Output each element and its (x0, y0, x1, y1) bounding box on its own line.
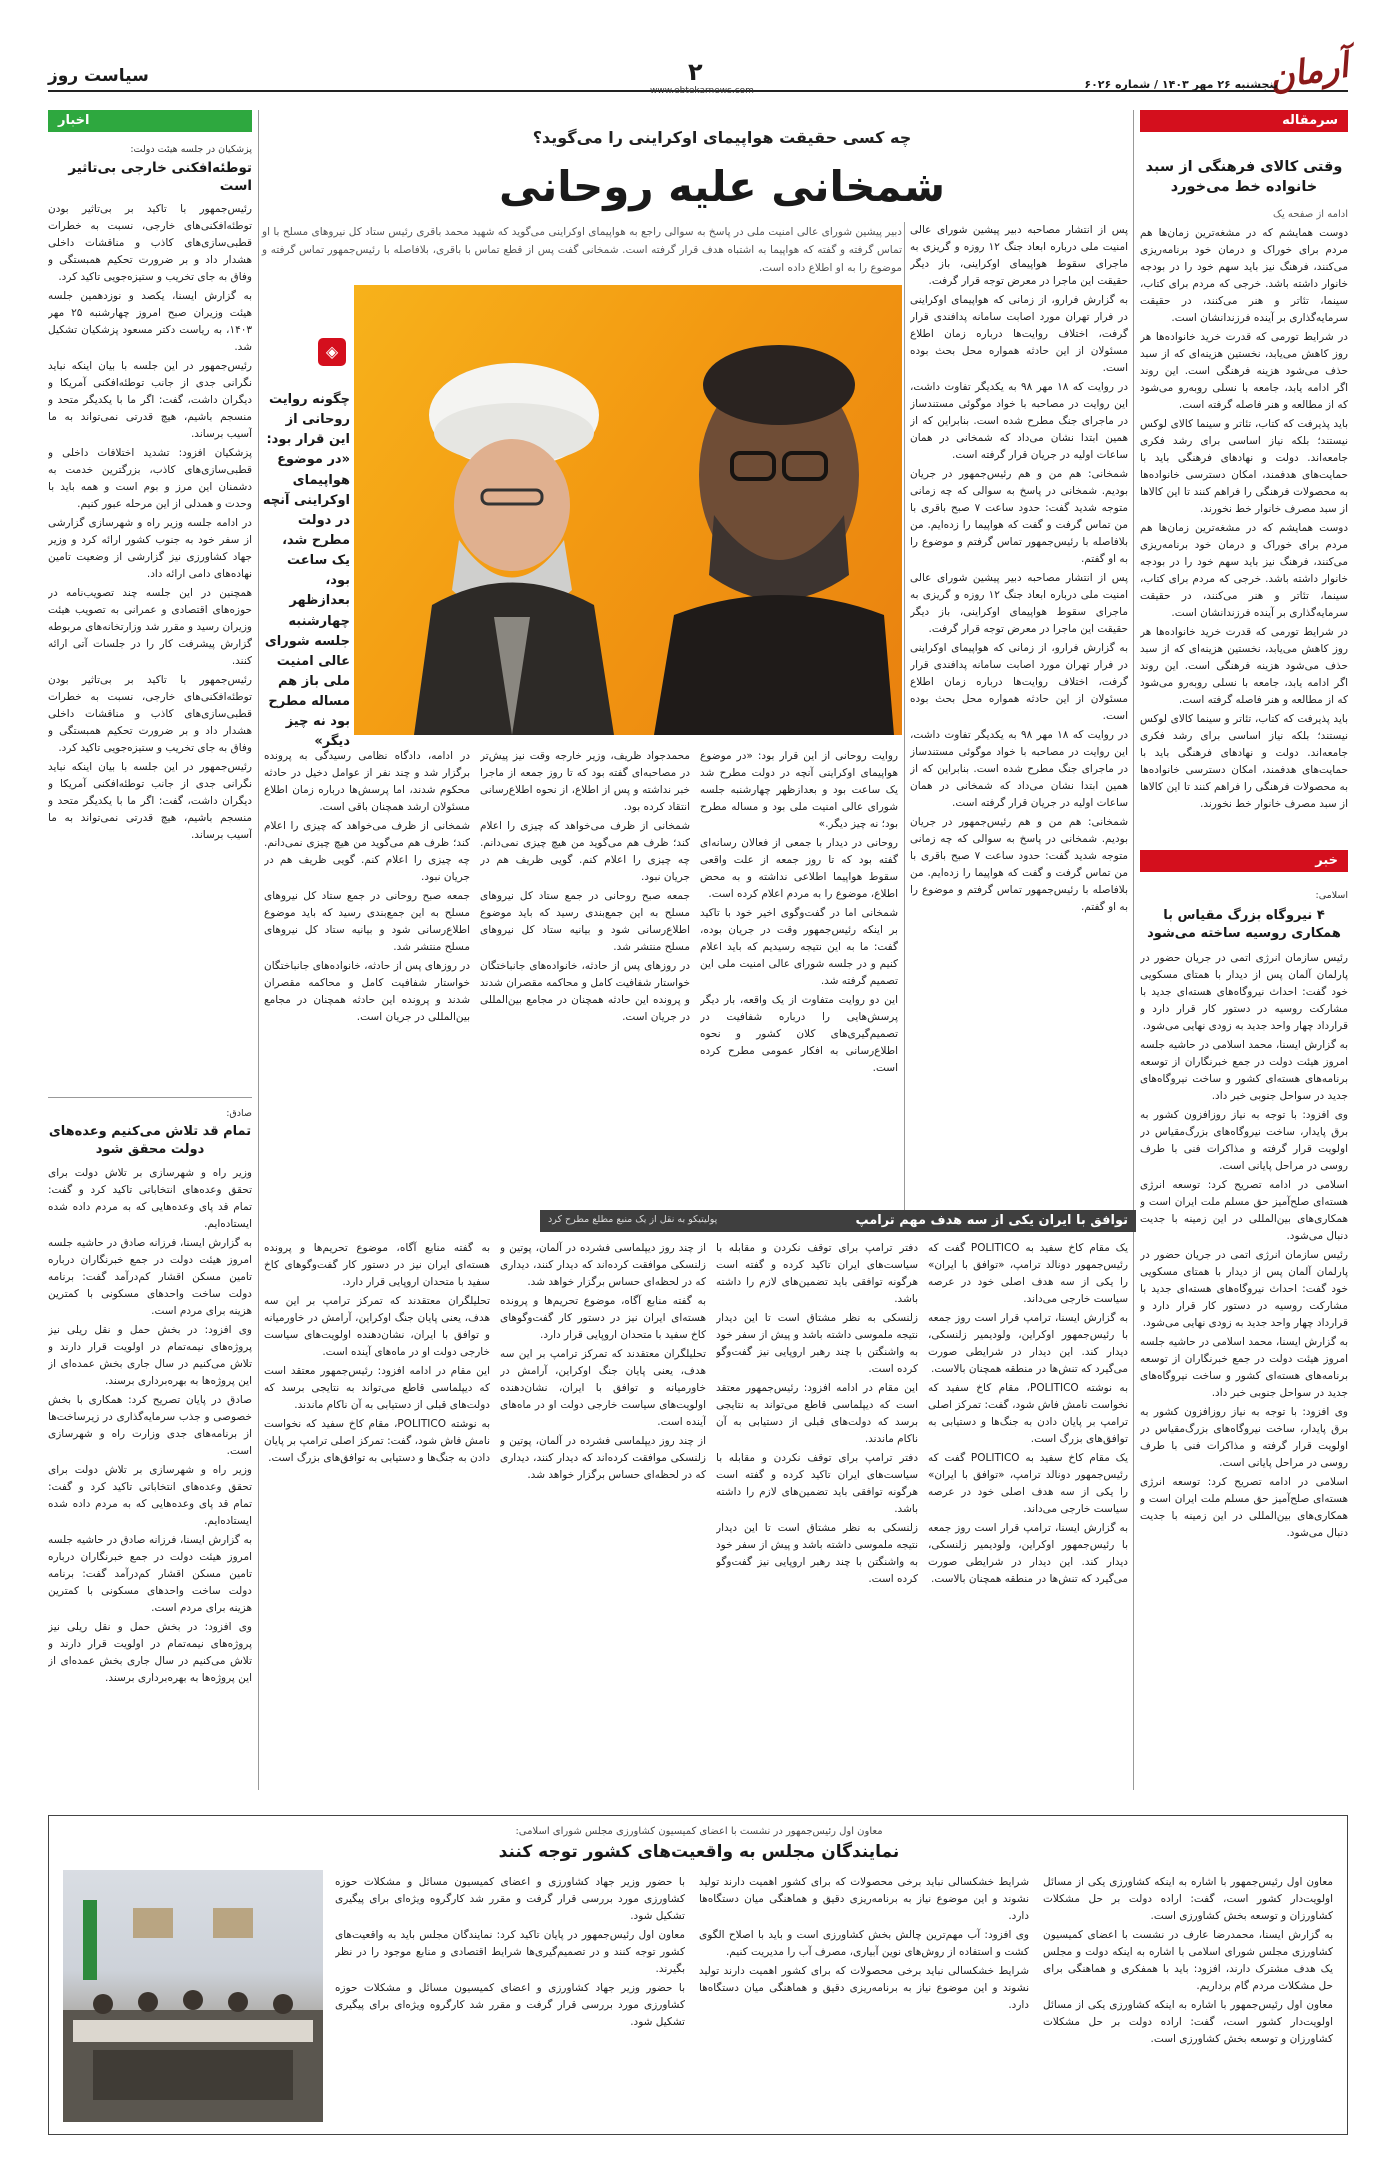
paragraph: رئیس سازمان انرژی اتمی در جریان حضور در پارلمان آلمان پس از دیدار با همتای مسکویی خود گفت: احداث نیروگاه‌های هسته‌ای جدید با مشارکت روسیه در دستور کار قرار دارد و قرارداد چهار واحد جدید به زودی نهایی می‌شود. (1140, 1249, 1348, 1330)
paragraph: با حضور وزیر جهاد کشاورزی و اعضای کمیسیون مسائل و مشکلات حوزه کشاورزی مورد بررسی قرار گرفت و مقرر شد کارگروه ویژه‌ای برای پیگیری تشکیل شود. (335, 1982, 685, 2028)
paragraph: به گزارش ایسنا، یکصد و نوزدهمین جلسه هیئت وزیران صبح امروز چهارشنبه ۲۵ مهر ۱۴۰۳، به ریاست دکتر مسعود پزشکیان تشکیل شد. (48, 290, 252, 354)
paragraph: به گزارش فرارو، از زمانی که هواپیمای اوکراینی در فرار تهران مورد اصابت سامانه پدافندی قرار گرفت، اختلاف روایت‌ها درباره زمان اطلاع مسئولان از این حادثه همواره محل بحث بوده است. (910, 642, 1128, 722)
lead-kicker: چه کسی حقیقت هواپیمای اوکراینی را می‌گوید؟ (532, 128, 912, 147)
paragraph: روحانی در دیدار با جمعی از فعالان رسانه‌ای گفته بود که تا روز جمعه از علت واقعی سقوط هواپیما اطلاعی نداشته و به محض اطلاع، موضوع را به مردم اعلام کرده است. (700, 837, 898, 900)
paragraph: پزشکیان افزود: تشدید اختلافات داخلی و قطبی‌سازی‌های کاذب، بزرگترین خدمت به دشمنان این مرز و بوم است و همه باید با وحدت و همدلی از این مرحله عبور کنیم. (48, 447, 252, 511)
lead-summary: دبیر پیشین شورای عالی امنیت ملی در پاسخ به سوالی راجع به هواپیمای اوکراینی می‌گوید که شهید محمد باقری رئیس ستاد کل نیروهای مسلح با او تماس گرفته و گفته که هواپیما به اشتباه هدف قرار گرفته است. شمخانی گفت پس از قطع تماس با باقری، بلافاصله با رئیس‌جمهور تماس گرفته و موضوع را به او اطلاع داده است. (262, 226, 902, 274)
story2-body (48, 1165, 252, 1765)
column-divider (258, 110, 259, 1790)
bottom-story-headline[interactable]: نمایندگان مجلس به واقعیت‌های کشور توجه کنند (498, 1842, 900, 1862)
paragraph: در ادامه جلسه وزیر راه و شهرسازی گزارشی از سفر خود به جنوب کشور ارائه کرد و وزیر جهاد کشاورزی نیز گزارشی از وضعیت تامین نهاده‌های دامی ارائه داد. (48, 517, 252, 581)
news-title[interactable]: ۴ نیروگاه بزرگ مقیاس با همکاری روسیه ساخته می‌شود (1147, 908, 1341, 941)
paragraph: رئیس سازمان انرژی اتمی در جریان حضور در پارلمان آلمان پس از دیدار با همتای مسکویی خود گفت: احداث نیروگاه‌های هسته‌ای جدید با مشارکت روسیه در دستور کار قرار دارد و قرارداد چهار واحد جدید به زودی نهایی می‌شود. (1140, 952, 1348, 1033)
masthead-bar (48, 45, 1351, 99)
paragraph: رئیس‌جمهور در این جلسه با بیان اینکه نباید نگرانی جدی از جانب توطئه‌افکنی آمریکا و دیگران داشت، گفت: اگر ما با یکدیگر متحد و منسجم باشیم، هیچ قدرتی نمی‌تواند به ما آسیب برساند. (48, 360, 252, 441)
paragraph: همچنین در این جلسه چند تصویب‌نامه در حوزه‌های اقتصادی و عمرانی به تصویب هیئت وزیران رسید و مقرر شد وزارتخانه‌های مربوطه گزارش پیشرفت کار را در جلسات آتی ارائه کنند. (48, 587, 252, 668)
cleric-portrait (394, 355, 624, 735)
paragraph: روایت روحانی از این قرار بود: «در موضوع هواپیمای اوکراینی آنچه در دولت مطرح شد یک ساعت بود و بعدازظهر چهارشنبه جلسه شورای عالی امنیت ملی بود و مساله مطرح بود؛ نه چیز دیگر.» (700, 750, 898, 830)
paragraph: در روزهای پس از حادثه، خانواده‌های جانباختگان خواستار شفافیت کامل و محاکمه مقصران شدند و پرونده این حادثه همچنان در مجامع بین‌المللی در جریان است. (480, 960, 690, 1023)
story2-kicker: صادق: (226, 1108, 252, 1120)
paragraph: پس از انتشار مصاحبه دبیر پیشین شورای عالی امنیت ملی درباره ابعاد جنگ ۱۲ روزه و گریزی به ماجرای سقوط هواپیمای اوکراینی، باز دیگر حقیقت این ماجرا در معرض توجه قرار گرفت. (910, 224, 1128, 287)
bottom-story-kicker: معاون اول رئیس‌جمهور در نشست با اعضای کمیسیون کشاورزی مجلس شورای اسلامی: (515, 1826, 883, 1837)
lead-photo (354, 285, 902, 735)
bottom-story-frame (48, 1815, 1348, 2135)
paragraph: شمخانی از ظرف می‌خواهد که چیزی را اعلام کند؛ ظرف هم می‌گوید من هیچ چیزی نمی‌دانم. چه چیزی را اعلام کنم. گویی ظریف هم در جریان نبود. (264, 820, 470, 883)
news-kicker: اسلامی: (1315, 890, 1348, 902)
paragraph: وی افزود: در بخش حمل و نقل ریلی نیز پروژه‌های نیمه‌تمام در اولویت قرار دارند و تلاش می‌کنیم در سال جاری بخش عمده‌ای از این پروژه‌ها به بهره‌برداری برسند. (48, 1620, 252, 1684)
paragraph: دوست همایشم که در مشغه‌ترین زمان‌ها هم مردم برای خوراک و درمان خود برنامه‌ریزی می‌کنند، فرهنگ نیز باید سهم خود را در بودجه خانوار داشته باشد. خرجی که مردم برای کتاب، سینما، تئاتر و هنر می‌کنند، در حقیقت سرمایه‌گذاری بر آینده فرزندانشان است. (1140, 522, 1348, 620)
paragraph: پس از انتشار مصاحبه دبیر پیشین شورای عالی امنیت ملی درباره ابعاد جنگ ۱۲ روزه و گریزی به ماجرای سقوط هواپیمای اوکراینی، باز دیگر حقیقت این ماجرا در معرض توجه قرار گرفت. (910, 572, 1128, 635)
editorial-body (1140, 225, 1348, 820)
editorial-title[interactable]: وقتی کالای فرهنگی از سبد خانواده خط می‌خورد (1145, 159, 1343, 195)
paragraph: در روایت که ۱۸ مهر ۹۸ به یکدیگر تفاوت داشت، این روایت در مصاحبه با خواد موگوئی مستند‌ساز در ماجرای جنگ مطرح شده است. بنابراین که از همین ابتدا نشان می‌داد که شمخانی در همان ساعات اولیه در جریان قرار گرفته است. (910, 729, 1128, 809)
paragraph: به گزارش ایسنا، فرزانه صادق در حاشیه جلسه امروز هیئت دولت در جمع خبرنگاران درباره تامین مسکن اقشار کم‌درآمد گفت: برنامه دولت ساخت واحدهای مسکونی با کمترین هزینه برای مردم است. (48, 1533, 252, 1614)
paragraph: جمعه صبح روحانی در جمع ستاد کل نیروهای مسلح به این جمع‌بندی رسید که باید موضوع اطلاع‌رسانی شود و بیانیه ستاد کل نیروهای مسلح منتشر شد. (480, 890, 690, 953)
story2-title[interactable]: تمام قد تلاش می‌کنیم وعده‌های دولت محقق شود (48, 1124, 252, 1157)
paragraph: معاون اول رئیس‌جمهور در پایان تاکید کرد: نمایندگان مجلس باید به واقعیت‌های کشور توجه کنند و در تصمیم‌گیری‌ها شرایط اقتصادی و منابع موجود را در نظر بگیرند. (335, 1929, 685, 1975)
paragraph: وزیر راه و شهرسازی بر تلاش دولت برای تحقق وعده‌های انتخاباتی تاکید کرد و گفت: تمام قد پای وعده‌هایی که به مردم داده شده ایستاده‌ایم. (48, 1463, 252, 1527)
paragraph: محمدجواد ظریف، وزیر خارجه وقت نیز پیش‌تر در مصاحبه‌ای گفته بود که تا روز جمعه از ماجرا خبر نداشته و پس از اطلاع، از نحوه اطلاع‌رسانی انتقاد کرده بود. (480, 750, 690, 813)
paragraph: در ادامه، دادگاه نظامی رسیدگی به پرونده برگزار شد و چند نفر از عوامل دخیل در حادثه محکوم شدند، اما پرسش‌ها درباره زمان اطلاع مسئولان ارشد همچنان باقی است. (264, 750, 470, 813)
paragraph: باید پذیرفت که کتاب، تئاتر و سینما کالای لوکس نیستند؛ بلکه نیاز اساسی برای رشد فکری جامعه‌اند. دولت و نهادهای فرهنگی باید با حمایت‌های هدفمند، امکان دسترسی خانواده‌ها به محصولات فرهنگی را فراهم کنند تا این کالاها از سبد مصرف خانوار خط نخورند. (1140, 713, 1348, 811)
paragraph: به گزارش ایسنا، ترامپ قرار است روز جمعه با رئیس‌جمهور اوکراین، ولودیمیر زلنسکی، دیدار کند. این دیدار در شرایطی صورت می‌گیرد که تنش‌ها در منطقه همچنان بالاست. (928, 1312, 1128, 1375)
box-story-col-2 (716, 1240, 918, 1785)
paragraph: شرایط خشکسالی نباید برخی محصولات که برای کشور اهمیت دارند تولید نشوند و این موضوع نیاز به برنامه‌ریزی دقیق و هماهنگی میان دستگاه‌ها دارد. (699, 1876, 1029, 1922)
paragraph: معاون اول رئیس‌جمهور با اشاره به اینکه کشاورزی یکی از مسائل اولویت‌دار کشور است، گفت: اراده دولت بر حل مشکلات کشاورزان و توسعه بخش کشاورزی است. (1043, 1876, 1333, 1922)
site-url[interactable]: www.ebtekarnews.com (650, 86, 754, 96)
paragraph: رئیس‌جمهور با تاکید بر بی‌تاثیر بودن توطئه‌افکنی‌های خارجی، نسبت به خطرات قطبی‌سازی‌های کاذب و مناقشات داخلی هشدار داد و بر ضرورت تحکیم همبستگی و وفاق به جای تخریب و ستیزه‌جویی تاکید کرد. (48, 203, 252, 284)
paragraph: به گزارش ایسنا، محمد اسلامی در حاشیه جلسه امروز هیئت دولت در جمع خبرنگاران از توسعه برنامه‌های هسته‌ای کشور و ساخت نیروگاه‌های جدید در سواحل جنوبی خبر داد. (1140, 1039, 1348, 1103)
paragraph: جمعه صبح روحانی در جمع ستاد کل نیروهای مسلح به این جمع‌بندی رسید که باید موضوع اطلاع‌رسانی شود و بیانیه ستاد کل نیروهای مسلح منتشر شد. (264, 890, 470, 953)
lead-body-col-2 (700, 748, 898, 1198)
paragraph: تحلیلگران معتقدند که تمرکز ترامپ بر این سه هدف، یعنی پایان جنگ اوکراین، آرامش در خاورمیانه و توافق با ایران، نشان‌دهنده اولویت‌های سیاست خارجی دولت او در ماه‌های آینده است. (264, 1295, 490, 1358)
paragraph: رئیس‌جمهور با تاکید بر بی‌تاثیر بودن توطئه‌افکنی‌های خارجی، نسبت به خطرات قطبی‌سازی‌های کاذب و مناقشات داخلی هشدار داد و بر ضرورت تحکیم همبستگی و وفاق به جای تخریب و ستیزه‌جویی تاکید کرد. (48, 674, 252, 755)
column-divider (1133, 110, 1134, 1790)
paragraph: از چند روز دیپلماسی فشرده در آلمان، پوتین و زلنسکی موافقت کرده‌اند که دیدار کنند، دیداری که در لحظه‌ای حساس برگزار خواهد شد. (500, 1242, 706, 1288)
paragraph: شمخانی اما در گفت‌وگوی اخیر خود با تاکید بر اینکه رئیس‌جمهور وقت در جریان بوده، گفت: ما به این نتیجه رسیدیم که باید اعلام کنیم و در جلسه شورای عالی امنیت ملی این تصمیم گرفته شد. (700, 907, 898, 987)
paragraph: معاون اول رئیس‌جمهور با اشاره به اینکه کشاورزی یکی از مسائل اولویت‌دار کشور است، گفت: اراده دولت بر حل مشکلات کشاورزان و توسعه بخش کشاورزی است. (1043, 1999, 1333, 2045)
column-divider (904, 222, 905, 1212)
box-story-col-3 (500, 1240, 706, 1785)
paragraph: اسلامی در ادامه تصریح کرد: توسعه انرژی هسته‌ای صلح‌آمیز حق مسلم ملت ایران است و همکاری‌های بین‌المللی در این زمینه با جدیت دنبال می‌شود. (1140, 1179, 1348, 1243)
paragraph: وی افزود: با توجه به نیاز روزافزون کشور به برق پایدار، ساخت نیروگاه‌های بزرگ‌مقیاس در اولویت قرار گرفته و مذاکرات فنی با طرف روسی در مراحل پایانی است. (1140, 1109, 1348, 1173)
news-body (1140, 950, 1348, 1780)
paragraph: در روایت که ۱۸ مهر ۹۸ به یکدیگر تفاوت داشت، این روایت در مصاحبه با خواد موگوئی مستند‌ساز در ماجرای جنگ مطرح شده است. بنابراین که از همین ابتدا نشان می‌داد که شمخانی در همان ساعات اولیه در جریان قرار گرفته است. (910, 381, 1128, 461)
paragraph: از چند روز دیپلماسی فشرده در آلمان، پوتین و زلنسکی موافقت کرده‌اند که دیدار کنند، دیداری که در لحظه‌ای حساس برگزار خواهد شد. (500, 1435, 706, 1481)
paragraph: رئیس‌جمهور در این جلسه با بیان اینکه نباید نگرانی جدی از جانب توطئه‌افکنی آمریکا و دیگران داشت، گفت: اگر ما با یکدیگر متحد و منسجم باشیم، هیچ قدرتی نمی‌تواند به ما آسیب برساند. (48, 761, 252, 842)
paragraph: به گفته منابع آگاه، موضوع تحریم‌ها و پرونده هسته‌ای ایران نیز در دستور کار گفت‌وگوهای کاخ سفید با متحدان اروپایی قرار دارد. (264, 1242, 490, 1288)
paragraph: صادق در پایان تصریح کرد: همکاری با بخش خصوصی و جذب سرمایه‌گذاری در زیرساخت‌ها از برنامه‌های جدی وزارت راه و شهرسازی است. (48, 1393, 252, 1457)
paragraph: یک مقام کاخ سفید به POLITICO گفت که رئیس‌جمهور دونالد ترامپ، «توافق با ایران» را یکی از سه هدف اصلی خود در عرصه سیاست خارجی می‌داند. (928, 1452, 1128, 1515)
box-story-col-1 (928, 1240, 1128, 1785)
paragraph: شرایط خشکسالی نباید برخی محصولات که برای کشور اهمیت دارند تولید نشوند و این موضوع نیاز به برنامه‌ریزی دقیق و هماهنگی میان دستگاه‌ها دارد. (699, 1965, 1029, 2011)
paragraph: دوست همایشم که در مشغه‌ترین زمان‌ها هم مردم برای خوراک و درمان خود برنامه‌ریزی می‌کنند، فرهنگ نیز باید سهم خود را در بودجه خانوار داشته باشد. خرجی که مردم برای کتاب، سینما، تئاتر و هنر می‌کنند، در حقیقت سرمایه‌گذاری بر آینده فرزندانشان است. (1140, 227, 1348, 325)
paragraph: شمخانی: هم من و هم رئیس‌جمهور در جریان بودیم. شمخانی در پاسخ به سوالی که چه زمانی متوجه شدید گفت: حدود ساعت ۷ صبح باقری با من تماس گرفت و گفت که هواپیما را زده‌ایم. من بلافاصله با رئیس‌جمهور تماس گرفتم و موضوع را به او گفتم. (910, 816, 1128, 913)
meeting-photo (63, 1870, 323, 2122)
story1-body (48, 201, 252, 1081)
lead-body-col-1 (910, 222, 1128, 1202)
paragraph: این دو روایت متفاوت از یک واقعه، بار دیگر پرسش‌هایی را درباره شفافیت در تصمیم‌گیری‌های کلان کشور و نحوه اطلاع‌رسانی به افکار عمومی مطرح کرده است. (700, 994, 898, 1074)
box-story-col-4 (264, 1240, 490, 1785)
story1-kicker: پزشکیان در جلسه هیئت دولت: (130, 144, 252, 155)
lead-headline[interactable]: شمخانی علیه روحانی (498, 162, 946, 211)
bottom-body-col-1 (1043, 1874, 1333, 2124)
editorial-column (1140, 110, 1348, 1790)
box-story-kicker: پولیتیکو به نقل از یک منبع مطلع مطرح کرد (548, 1214, 718, 1225)
page-number: ۲ (688, 58, 703, 86)
box-story-title[interactable]: توافق با ایران یکی از سه هدف مهم ترامپ (855, 1213, 1128, 1228)
paragraph: به گزارش فرارو، از زمانی که هواپیمای اوکراینی در فرار تهران مورد اصابت سامانه پدافندی قرار گرفت، اختلاف روایت‌ها درباره زمان اطلاع مسئولان از این حادثه همواره محل بحث بوده است. (910, 294, 1128, 374)
paragraph: وی افزود: با توجه به نیاز روزافزون کشور به برق پایدار، ساخت نیروگاه‌های بزرگ‌مقیاس در اولویت قرار گرفته و مذاکرات فنی با طرف روسی در مراحل پایانی است. (1140, 1406, 1348, 1470)
paragraph: وزیر راه و شهرسازی بر تلاش دولت برای تحقق وعده‌های انتخاباتی تاکید کرد و گفت: تمام قد پای وعده‌هایی که به مردم داده شده ایستاده‌ایم. (48, 1166, 252, 1230)
paragraph: وی افزود: آب مهم‌ترین چالش بخش کشاورزی است و باید با اصلاح الگوی کشت و استفاده از روش‌های نوین آبیاری، مصرف آب را مدیریت کنیم. (699, 1929, 1029, 1958)
lead-body-col-4 (264, 748, 470, 1198)
story-divider (48, 1097, 252, 1098)
paragraph: این مقام در ادامه افزود: رئیس‌جمهور معتقد است که دیپلماسی قاطع می‌تواند به نتایجی برسد که دولت‌های قبلی از دستیابی به آن ناکام ماندند. (264, 1365, 490, 1411)
paragraph: با حضور وزیر جهاد کشاورزی و اعضای کمیسیون مسائل و مشکلات حوزه کشاورزی مورد بررسی قرار گرفت و مقرر شد کارگروه ویژه‌ای برای پیگیری تشکیل شود. (335, 1876, 685, 1922)
issue-date: پنجشنبه ۲۶ مهر ۱۴۰۳ / شماره ۶۰۲۶ (1084, 78, 1278, 91)
editorial-head: سرمقاله (1140, 110, 1348, 132)
paragraph: به نوشته POLITICO، مقام کاخ سفید که نخواست نامش فاش شود، گفت: تمرکز اصلی ترامپ بر پایان دادن به جنگ‌ها و دستیابی به توافق‌های بزرگ است. (928, 1382, 1128, 1445)
story1-title[interactable]: توطئه‌افکنی خارجی بی‌تاثیر است (68, 160, 252, 195)
box-story-bar (540, 1210, 1136, 1232)
paragraph: در شرایط تورمی که قدرت خرید خانواده‌ها هر روز کاهش می‌یابد، نخستین هزینه‌ای که از سبد حذف می‌شود هزینه فرهنگی است. این روند اگر ادامه یابد، جامعه با نسلی روبه‌رو می‌شود که از مطالعه و هنر فاصله گرفته است. (1140, 626, 1348, 707)
photo-caption: چگونه روایت روحانی از این قرار بود: «در موضوع هواپیمای اوکراینی آنچه در دولت مطرح شد، یک ساعت بود، بعدازظهر چهارشنبه جلسه شورای عالی امنیت ملی باز هم مساله مطرح بود نه چیز دیگر» (262, 392, 350, 750)
official-portrait (654, 325, 894, 735)
paragraph: شمخانی از ظرف می‌خواهد که چیزی را اعلام کند؛ ظرف هم می‌گوید من هیچ چیزی نمی‌دانم. چه چیزی را اعلام کنم. گویی ظریف هم در جریان نبود. (480, 820, 690, 883)
paragraph: زلنسکی به نظر مشتاق است تا این دیدار نتیجه ملموسی داشته باشد و پیش از سفر خود به واشنگتن با چند رهبر اروپایی نیز گفت‌وگو کرده است. (716, 1312, 918, 1375)
paragraph: زلنسکی به نظر مشتاق است تا این دیدار نتیجه ملموسی داشته باشد و پیش از سفر خود به واشنگتن با چند رهبر اروپایی نیز گفت‌وگو کرده است. (716, 1522, 918, 1585)
paragraph: باید پذیرفت که کتاب، تئاتر و سینما کالای لوکس نیستند؛ بلکه نیاز اساسی برای رشد فکری جامعه‌اند. دولت و نهادهای فرهنگی باید با حمایت‌های هدفمند، امکان دسترسی خانواده‌ها به محصولات فرهنگی را فراهم کنند تا این کالاها از سبد مصرف خانوار خط نخورند. (1140, 418, 1348, 516)
meeting-room-illustration (63, 1870, 323, 2122)
paragraph: به گزارش ایسنا، محمد اسلامی در حاشیه جلسه امروز هیئت دولت در جمع خبرنگاران از توسعه برنامه‌های هسته‌ای کشور و ساخت نیروگاه‌های جدید در سواحل جنوبی خبر داد. (1140, 1336, 1348, 1400)
news-head: خبر (1140, 850, 1348, 872)
bottom-body-col-2 (699, 1874, 1029, 2124)
paragraph: دفتر ترامپ برای توقف نکردن و مقابله با سیاست‌های ایران تاکید کرده و گفته است هرگونه توافقی باید تضمین‌های لازم را داشته باشد. (716, 1452, 918, 1515)
paragraph: یک مقام کاخ سفید به POLITICO گفت که رئیس‌جمهور دونالد ترامپ، «توافق با ایران» را یکی از سه هدف اصلی خود در عرصه سیاست خارجی می‌داند. (928, 1242, 1128, 1305)
paragraph: به گزارش ایسنا، فرزانه صادق در حاشیه جلسه امروز هیئت دولت در جمع خبرنگاران درباره تامین مسکن اقشار کم‌درآمد گفت: برنامه دولت ساخت واحدهای مسکونی با کمترین هزینه برای مردم است. (48, 1236, 252, 1317)
section-name: سیاست روز (48, 66, 149, 86)
paragraph: در شرایط تورمی که قدرت خرید خانواده‌ها هر روز کاهش می‌یابد، نخستین هزینه‌ای که از سبد حذف می‌شود هزینه فرهنگی است. این روند اگر ادامه یابد، جامعه با نسلی روبه‌رو می‌شود که از مطالعه و هنر فاصله گرفته است. (1140, 331, 1348, 412)
paragraph: تحلیلگران معتقدند که تمرکز ترامپ بر این سه هدف، یعنی پایان جنگ اوکراین، آرامش در خاورمیانه و توافق با ایران، نشان‌دهنده اولویت‌های سیاست خارجی دولت او در ماه‌های آینده است. (500, 1348, 706, 1428)
paragraph: اسلامی در ادامه تصریح کرد: توسعه انرژی هسته‌ای صلح‌آمیز حق مسلم ملت ایران است و همکاری‌های بین‌المللی در این زمینه با جدیت دنبال می‌شود. (1140, 1476, 1348, 1540)
lead-body-col-3 (480, 748, 690, 1198)
paragraph: به گزارش ایسنا، ترامپ قرار است روز جمعه با رئیس‌جمهور اوکراین، ولودیمیر زلنسکی، دیدار کند. این دیدار در شرایطی صورت می‌گیرد که تنش‌ها در منطقه همچنان بالاست. (928, 1522, 1128, 1585)
newspaper-badge-icon: ◈ (318, 338, 346, 366)
paper-logo[interactable]: آرمان (1265, 45, 1351, 99)
editorial-byline: ادامه از صفحه یک (1273, 209, 1348, 221)
paragraph: شمخانی: هم من و هم رئیس‌جمهور در جریان بودیم. شمخانی در پاسخ به سوالی که چه زمانی متوجه شدید گفت: حدود ساعت ۷ صبح باقری با من تماس گرفت و گفت که هواپیما را زده‌ایم. من بلافاصله با رئیس‌جمهور تماس گرفتم و موضوع را به او گفتم. (910, 468, 1128, 565)
paragraph: دفتر ترامپ برای توقف نکردن و مقابله با سیاست‌های ایران تاکید کرده و گفته است هرگونه توافقی باید تضمین‌های لازم را داشته باشد. (716, 1242, 918, 1305)
news-column-head: اخبار (48, 110, 252, 132)
paragraph: به نوشته POLITICO، مقام کاخ سفید که نخواست نامش فاش شود، گفت: تمرکز اصلی ترامپ بر پایان دادن به جنگ‌ها و دستیابی به توافق‌های بزرگ است. (264, 1418, 490, 1464)
paragraph: در روزهای پس از حادثه، خانواده‌های جانباختگان خواستار شفافیت کامل و محاکمه مقصران شدند و پرونده این حادثه همچنان در مجامع بین‌المللی در جریان است. (264, 960, 470, 1023)
paragraph: به گزارش ایسنا، محمدرضا عارف در نشست با اعضای کمیسیون کشاورزی مجلس شورای اسلامی با اشاره به اینکه دولت و مجلس یک هدف مشترک دارند، افزود: باید با همفکری و هماهنگی برای حل مشکلات مردم گام برداریم. (1043, 1929, 1333, 1992)
news-column (48, 110, 252, 1790)
paragraph: وی افزود: در بخش حمل و نقل ریلی نیز پروژه‌های نیمه‌تمام در اولویت قرار دارند و تلاش می‌کنیم در سال جاری بخش عمده‌ای از این پروژه‌ها به بهره‌برداری برسند. (48, 1323, 252, 1387)
paragraph: این مقام در ادامه افزود: رئیس‌جمهور معتقد است که دیپلماسی قاطع می‌تواند به نتایجی برسد که دولت‌های قبلی از دستیابی به آن ناکام ماندند. (716, 1382, 918, 1445)
bottom-body-col-3 (335, 1874, 685, 2124)
paragraph: به گفته منابع آگاه، موضوع تحریم‌ها و پرونده هسته‌ای ایران نیز در دستور کار گفت‌وگوهای کاخ سفید با متحدان اروپایی قرار دارد. (500, 1295, 706, 1341)
